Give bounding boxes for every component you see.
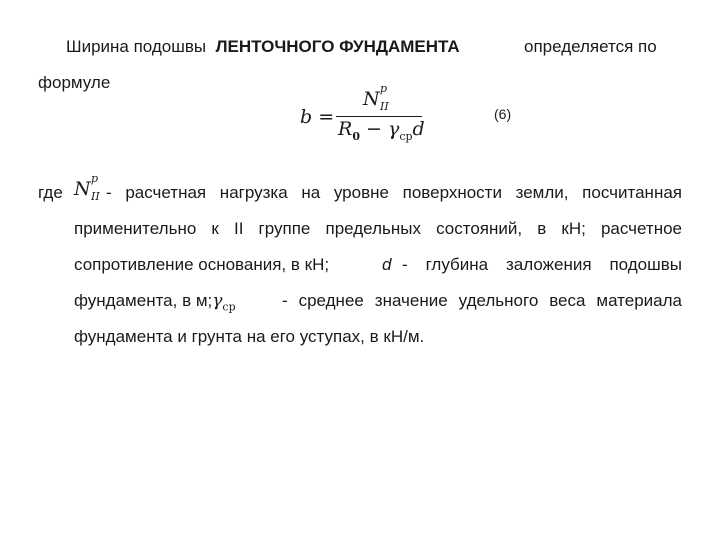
explanation-n-sup: p <box>91 172 99 185</box>
explanation-line-4b: - среднее значение удельного веса материала <box>282 291 682 310</box>
formula-den-r-sub: 0 <box>352 129 360 143</box>
explanation-where: где <box>38 183 63 202</box>
formula-num-sup: p <box>380 82 388 95</box>
explanation-n-sub: II <box>91 190 100 203</box>
formula-den-d: d <box>412 118 425 140</box>
intro-term: ЛЕНТОЧНОГО ФУНДАМЕНТА <box>215 37 460 56</box>
explanation-gamma-sub: ср <box>222 300 236 314</box>
formula-den-gamma: γ <box>387 118 400 140</box>
explanation-line-4a-text: фундамента, в м; <box>74 291 213 310</box>
formula-numerator <box>363 82 389 113</box>
equation-number: (6) <box>494 106 512 122</box>
explanation-line-3-d: d <box>382 255 392 274</box>
explanation-line-3b: - глубина заложения подошвы <box>402 255 682 274</box>
formula-denominator <box>338 118 425 143</box>
intro-lead: Ширина подошвы <box>66 37 207 56</box>
formula-num-symbol: N <box>363 88 380 110</box>
explanation-line-5: фундамента и грунта на его уступах, в кН/м. <box>74 327 425 346</box>
intro-line-2: формуле <box>38 73 111 92</box>
intro-tail: определяется по <box>524 37 657 56</box>
explanation-n-letter: N <box>74 178 91 200</box>
explanation-symbol-n <box>74 172 100 203</box>
formula-lhs: b = <box>300 106 335 128</box>
formula-num-sub: II <box>380 100 389 113</box>
explanation-gamma: γ <box>212 291 223 311</box>
formula <box>300 82 430 148</box>
formula-den-minus: − <box>359 118 388 140</box>
explanation-line-2: применительно к II группе предельных состояний, в кН; расчетное <box>74 219 682 238</box>
fraction-bar <box>336 116 422 117</box>
formula-den-r: R <box>338 118 353 140</box>
explanation-line-4a <box>74 290 236 318</box>
explanation-line-3a: сопротивление основания, в кН; <box>74 255 330 274</box>
formula-den-gamma-sub: ср <box>399 129 413 143</box>
intro-line-1 <box>66 36 460 58</box>
explanation-line-1: - расчетная нагрузка на уровне поверхности земли, посчитанная <box>106 183 682 202</box>
